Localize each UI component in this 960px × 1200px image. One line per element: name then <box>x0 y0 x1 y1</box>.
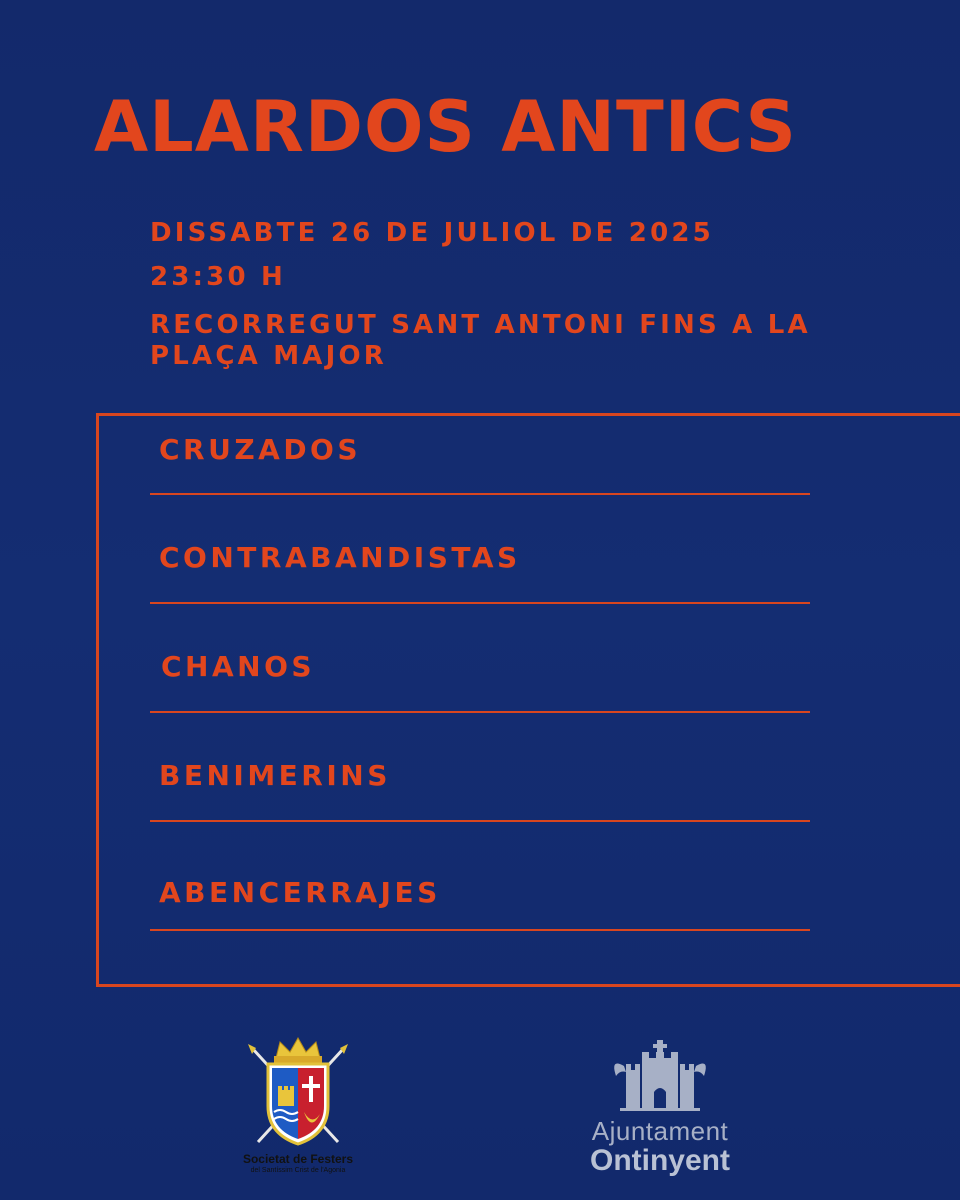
group-item <box>150 385 810 495</box>
castle-icon <box>580 1036 740 1112</box>
group-item <box>150 712 810 822</box>
event-time: 23:30 H <box>150 262 286 292</box>
group-item <box>150 494 810 604</box>
societat-subtitle: del Santíssim Crist de l'Agonia <box>250 1167 346 1174</box>
coat-of-arms-icon <box>228 1034 368 1150</box>
group-label: CRUZADOS <box>159 433 362 466</box>
group-label: CHANOS <box>161 650 316 683</box>
ajuntament-logo <box>580 1036 740 1186</box>
divider <box>150 929 810 931</box>
ajuntament-line1: Ajuntament <box>591 1116 729 1146</box>
group-label: BENIMERINS <box>159 759 391 792</box>
event-route: RECORREGUT SANT ANTONI FINS A LA PLAÇA MAJOR <box>150 310 811 371</box>
group-item <box>150 603 810 713</box>
group-item <box>150 821 810 931</box>
group-label: ABENCERRAJES <box>159 876 441 909</box>
group-label: CONTRABANDISTAS <box>159 541 521 574</box>
societat-name: Societat de Festers <box>242 1152 354 1166</box>
societat-logo <box>228 1034 368 1184</box>
poster-title: ALARDOS ANTICS <box>94 86 797 168</box>
ajuntament-line2: Ontinyent <box>590 1144 730 1177</box>
event-date: DISSABTE 26 DE JULIOL DE 2025 <box>150 218 714 248</box>
